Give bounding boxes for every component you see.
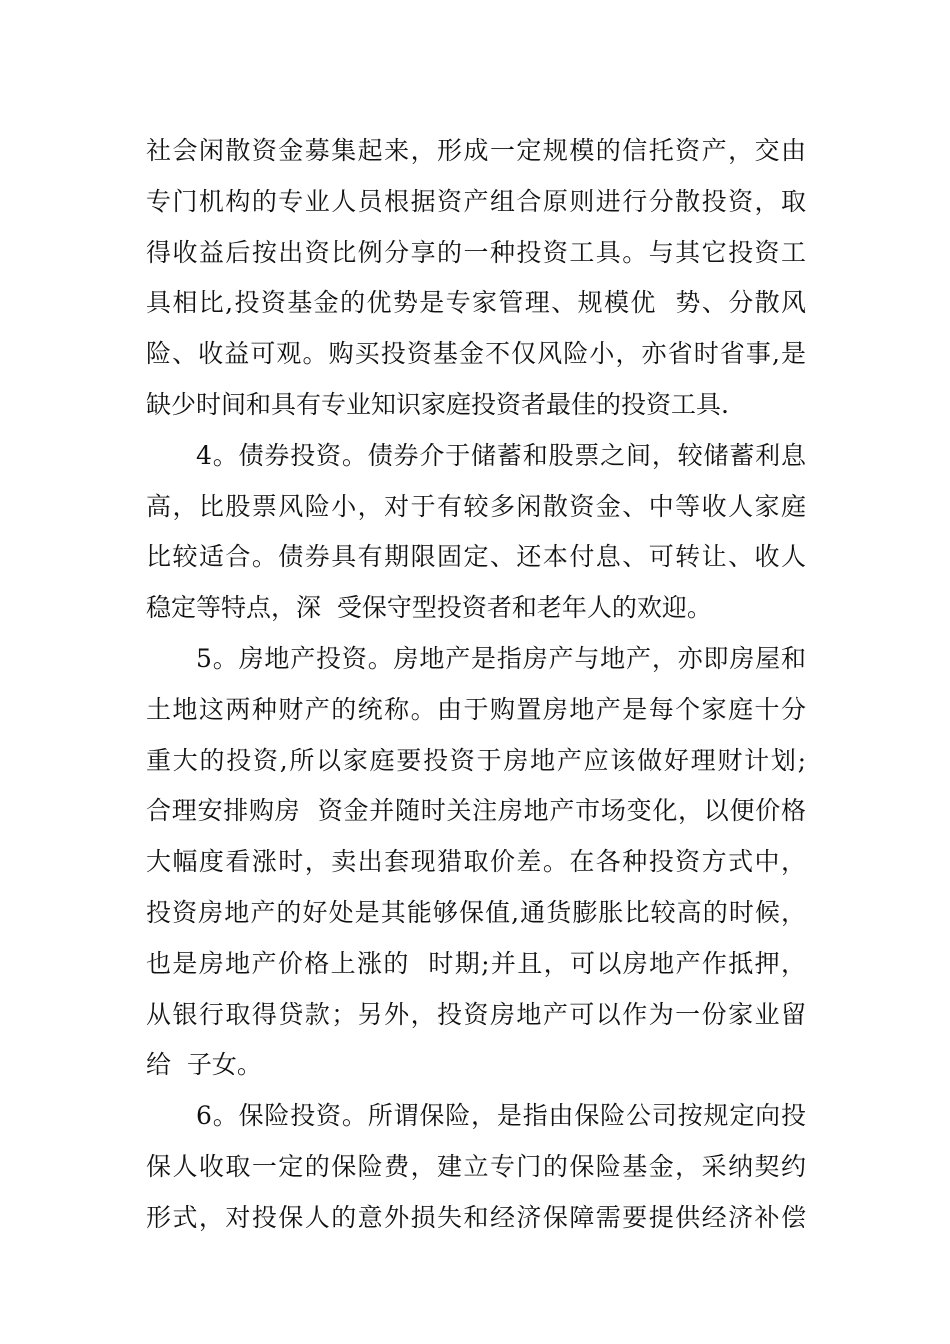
text-line: 保人收取一定的保险费，建立专门的保险基金，采纳契约	[146, 1151, 806, 1181]
text-line: 得收益后按出资比例分享的一种投资工具。与其它投资工	[146, 237, 806, 267]
text-line: 也是房地产价格上涨的 时期;并且，可以房地产作抵押，	[146, 948, 806, 978]
text-line: 险、收益可观。购买投资基金不仅风险小，亦省时省事,是	[146, 339, 806, 369]
text-line: 重大的投资,所以家庭要投资于房地产应该做好理财计划;	[146, 745, 806, 775]
text-line: 比较适合。债券具有期限固定、还本付息、可转让、收人	[146, 542, 806, 572]
text-line: 社会闲散资金募集起来，形成一定规模的信托资产，交由	[146, 136, 806, 165]
text-line: 合理安排购房 资金并随时关注房地产市场变化，以便价格	[146, 796, 806, 826]
body-text	[146, 126, 806, 1244]
text-line: 缺少时间和具有专业知识家庭投资者最佳的投资工具.	[146, 389, 729, 419]
text-line: 形式，对投保人的意外损失和经济保障需要提供经济补偿	[146, 1202, 806, 1232]
paragraph-start-line: 5。房地产投资。房地产是指房产与地产，亦即房屋和	[196, 643, 806, 673]
text-line: 稳定等特点，深 受保守型投资者和老年人的欢迎。	[146, 593, 712, 623]
text-line: 高，比股票风险小，对于有较多闲散资金、中等收人家庭	[146, 491, 806, 521]
paragraph-start-line: 6。保险投资。所谓保险，是指由保险公司按规定向投	[196, 1101, 806, 1131]
text-line: 投资房地产的好处是其能够保值,通货膨胀比较高的时候，	[146, 897, 806, 927]
text-line: 具相比,投资基金的优势是专家管理、规模优 势、分散风	[146, 288, 806, 318]
text-line: 专门机构的专业人员根据资产组合原则进行分散投资，取	[146, 186, 806, 216]
paragraph-start-line: 4。债券投资。债券介于储蓄和股票之间，较储蓄利息	[196, 440, 806, 470]
text-line: 给 子女。	[146, 1050, 262, 1080]
text-line: 从银行取得贷款；另外，投资房地产可以作为一份家业留	[146, 999, 806, 1029]
text-line: 大幅度看涨时，卖出套现猎取价差。在各种投资方式中，	[146, 847, 806, 877]
text-line: 土地这两种财产的统称。由于购置房地产是每个家庭十分	[146, 694, 806, 724]
